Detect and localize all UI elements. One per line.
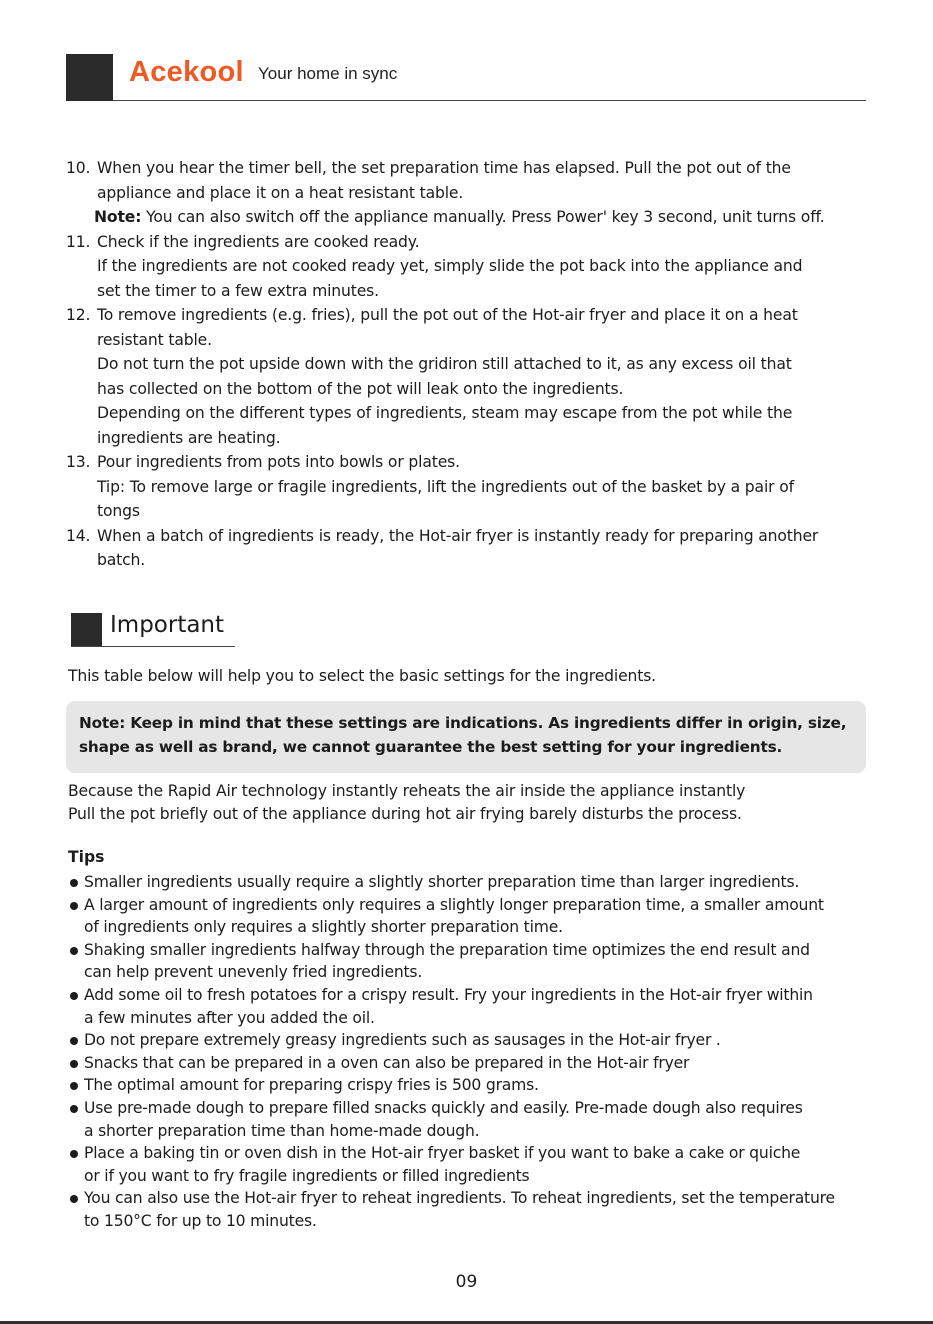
tip-text: Snacks that can be prepared in a oven can also be prepared in the Hot-air fryer <box>84 1053 690 1072</box>
tip-item <box>66 894 876 939</box>
step-text: Depending on the different types of ingredients, steam may escape from the pot while the <box>97 404 793 422</box>
tip-text: You can also use the Hot-air fryer to reheat ingredients. To reheat ingredients, set the temperature <box>84 1189 835 1208</box>
tip-text: a shorter preparation time than home-made dough. <box>84 1121 480 1140</box>
header-block <box>66 54 113 101</box>
tip-text: Add some oil to fresh potatoes for a crispy result. Fry your ingredients in the Hot-air fryer within <box>84 985 813 1004</box>
tip-text: The optimal amount for preparing crispy fries is 500 grams. <box>84 1076 539 1095</box>
tip-item <box>66 1142 876 1187</box>
tip-text: Shaking smaller ingredients halfway through the preparation time optimizes the end result and <box>84 940 810 959</box>
paragraph-line: Pull the pot briefly out of the appliance during hot air frying barely disturbs the process. <box>68 805 742 823</box>
bullet-icon <box>70 879 78 887</box>
step-10 <box>66 156 872 230</box>
bullet-icon <box>70 992 78 1000</box>
step-14 <box>66 524 872 573</box>
step-text: If the ingredients are not cooked ready yet, simply slide the pot back into the appliance and <box>97 257 803 275</box>
step-text: Pour ingredients from pots into bowls or plates. <box>97 453 460 471</box>
header-rule <box>113 100 866 101</box>
tip-item <box>66 1074 876 1097</box>
bullet-icon <box>70 1105 78 1113</box>
paragraph-line: Because the Rapid Air technology instantly reheats the air inside the appliance instantly <box>68 782 746 800</box>
tips-list <box>66 871 876 1233</box>
tip-text: or if you want to fry fragile ingredients or filled ingredients <box>84 1166 530 1185</box>
bullet-icon <box>70 947 78 955</box>
section-title-rule <box>71 646 235 647</box>
brand-tagline: Your home in sync <box>258 64 398 83</box>
bullet-icon <box>70 902 78 910</box>
tip-text: A larger amount of ingredients only requires a slightly longer preparation time, a smaller amount <box>84 895 824 914</box>
step-text: resistant table. <box>97 330 212 349</box>
steps-list <box>66 156 872 573</box>
section-title-important: Important <box>110 612 225 638</box>
step-11 <box>66 230 872 304</box>
step-number: 10. <box>66 159 91 177</box>
step-text: To remove ingredients (e.g. fries), pull the pot out of the Hot-air fryer and place it on a heat <box>97 306 798 324</box>
page-number: 09 <box>455 1272 478 1292</box>
step-text: Do not turn the pot upside down with the gridiron still attached to it, as any excess oil that <box>97 355 792 373</box>
bullet-icon <box>70 1082 78 1090</box>
tip-text: Smaller ingredients usually require a slightly shorter preparation time than larger ingredients. <box>84 873 800 891</box>
step-text: ingredients are heating. <box>97 428 281 447</box>
step-text: set the timer to a few extra minutes. <box>97 281 379 300</box>
tip-item <box>66 1187 876 1232</box>
step-number: 11. <box>66 232 91 251</box>
step-text: tongs <box>97 502 140 520</box>
brand-logo: Acekool <box>129 56 244 88</box>
tip-item <box>66 939 876 984</box>
note-label: Note: <box>94 208 142 226</box>
tip-item <box>66 1052 876 1075</box>
tip-text: to 150°C for up to 10 minutes. <box>84 1211 317 1230</box>
tip-item <box>66 871 876 894</box>
note-text: You can also switch off the appliance manually. Press Power' key 3 second, unit turns off. <box>141 208 825 226</box>
step-text: When you hear the timer bell, the set preparation time has elapsed. Pull the pot out of the <box>97 159 791 177</box>
step-text: batch. <box>97 551 146 569</box>
rapid-air-paragraph <box>68 780 745 826</box>
note-line: Note: Keep in mind that these settings are indications. As ingredients differ in origin, size, <box>79 714 847 732</box>
tip-item <box>66 1097 876 1142</box>
step-text: Check if the ingredients are cooked ready. <box>97 232 420 251</box>
tip-text: can help prevent unevenly fried ingredients. <box>84 963 423 982</box>
step-text: appliance and place it on a heat resistant table. <box>97 183 464 202</box>
bullet-icon <box>70 1195 78 1203</box>
step-number: 12. <box>66 306 91 324</box>
tips-heading: Tips <box>68 848 105 866</box>
bullet-icon <box>70 1037 78 1045</box>
tip-text: a few minutes after you added the oil. <box>84 1008 375 1027</box>
step-text: When a batch of ingredients is ready, the Hot-air fryer is instantly ready for preparing another <box>97 526 819 545</box>
step-number: 14. <box>66 526 91 545</box>
step-number: 13. <box>66 453 91 471</box>
tip-text: Do not prepare extremely greasy ingredients such as sausages in the Hot-air fryer . <box>84 1031 721 1050</box>
step-13 <box>66 450 872 524</box>
tip-text: Place a baking tin or oven dish in the Hot-air fryer basket if you want to bake a cake or quiche <box>84 1144 801 1163</box>
note-line: shape as well as brand, we cannot guarantee the best setting for your ingredients. <box>79 737 783 756</box>
tip-text: of ingredients only requires a slightly shorter preparation time. <box>84 918 563 937</box>
settings-note-text <box>79 712 864 759</box>
step-text: has collected on the bottom of the pot will leak onto the ingredients. <box>97 379 624 398</box>
tip-text: Use pre-made dough to prepare filled snacks quickly and easily. Pre-made dough also requires <box>84 1098 803 1117</box>
step-12 <box>66 303 872 450</box>
bullet-icon <box>70 1060 78 1068</box>
section-marker <box>71 613 102 646</box>
step-note <box>94 205 869 230</box>
step-text: Tip: To remove large or fragile ingredients, lift the ingredients out of the basket by a pair of <box>97 477 794 496</box>
bullet-icon <box>70 1150 78 1158</box>
settings-intro: This table below will help you to select the basic settings for the ingredients. <box>68 667 656 685</box>
tip-item <box>66 1029 876 1052</box>
settings-note-box <box>66 701 866 773</box>
tip-item <box>66 984 876 1029</box>
